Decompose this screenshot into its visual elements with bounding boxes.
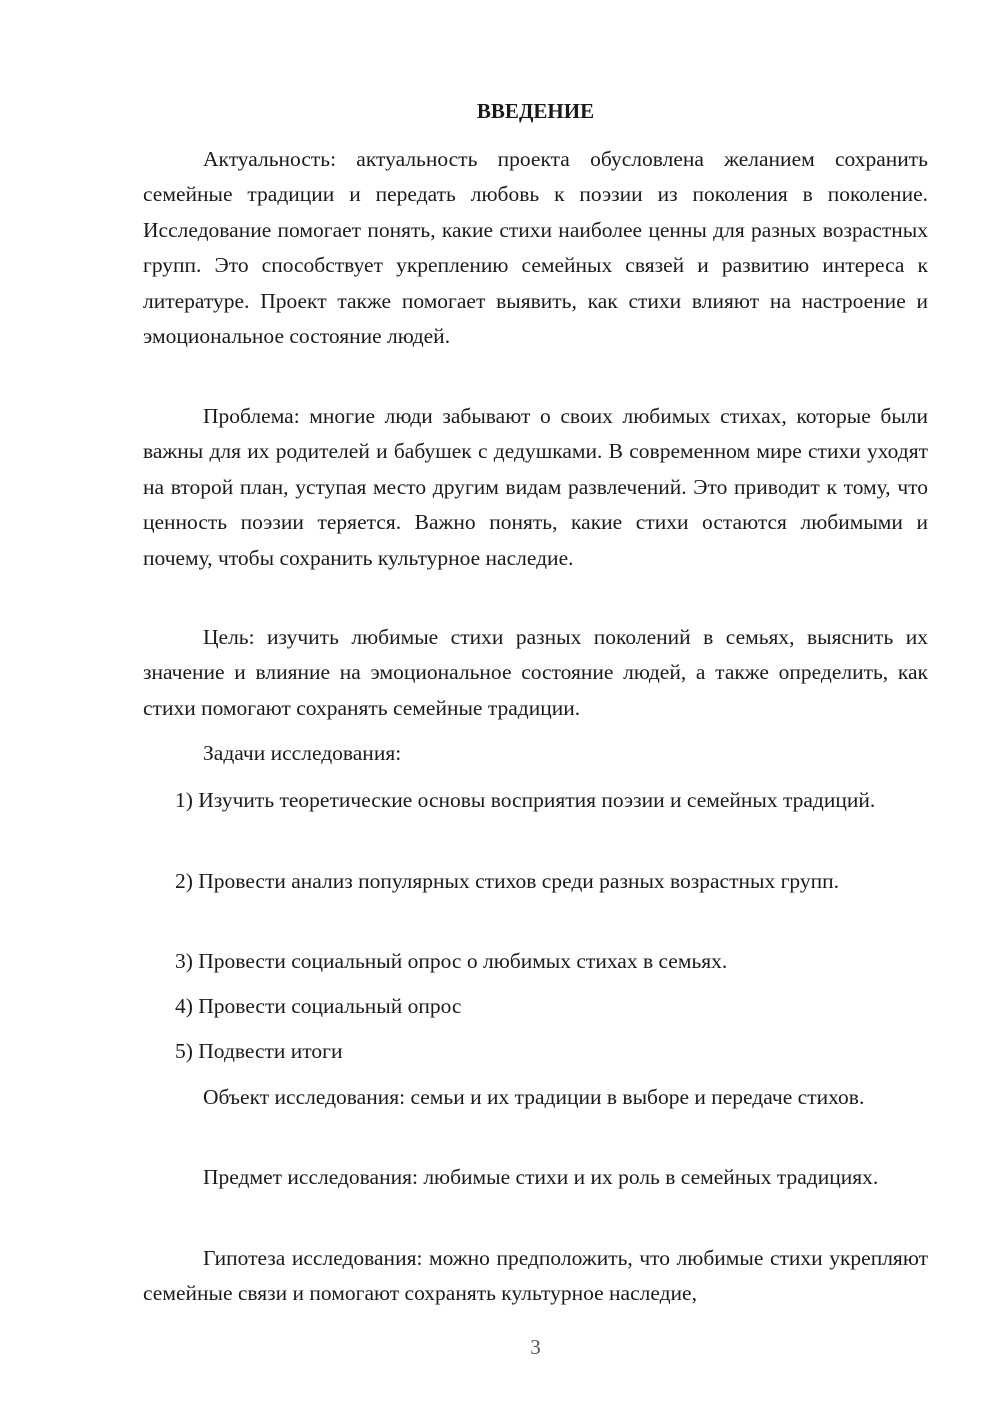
task-item-3: 3) Провести социальный опрос о любимых стихах в семьях.: [175, 949, 728, 973]
page-number: 3: [530, 1335, 541, 1359]
paragraph-object: Объект исследования: семьи и их традиции в выборе и передаче стихов.: [203, 1085, 865, 1109]
paragraph-problem: Проблема: многие люди забывают о своих любимых стихах, которые были важны для их родителей и бабушек с дедушками. В современном мире стихи уходят на второй план, уступая место другим видам развлечений. Это приводит к тому, что ценность поэзии теряется. Важно понять, какие стихи остаются любимыми и почему, чтобы сохранить культурное наследие.: [143, 404, 928, 570]
task-item-1: 1) Изучить теоретические основы восприятия поэзии и семейных традиций.: [175, 788, 876, 812]
task-item-2: 2) Провести анализ популярных стихов среди разных возрастных групп.: [175, 869, 839, 893]
paragraph-hypothesis: Гипотеза исследования: можно предположить, что любимые стихи укрепляют семейные связи и помогают сохранять культурное наследие,: [143, 1246, 928, 1306]
tasks-title: Задачи исследования:: [203, 741, 402, 765]
paragraph-subject: Предмет исследования: любимые стихи и их роль в семейных традициях.: [203, 1165, 879, 1189]
section-heading: ВВЕДЕНИЕ: [476, 99, 595, 123]
task-item-4: 4) Провести социальный опрос: [175, 994, 462, 1018]
paragraph-goal: Цель: изучить любимые стихи разных поколений в семьях, выяснить их значение и влияние на эмоциональное состояние людей, а также определить, как стихи помогают сохранять семейные традиции.: [143, 625, 928, 720]
task-item-5: 5) Подвести итоги: [175, 1039, 343, 1063]
paragraph-relevance: Актуальность: актуальность проекта обусловлена желанием сохранить семейные традиции и передать любовь к поэзии из поколения в поколение. Исследование помогает понять, какие стихи наиболее ценны для разных возрастных групп. Это способствует укреплению семейных связей и развитию интереса к литературе. Проект также помогает выявить, как стихи влияют на настроение и эмоциональное состояние людей.: [143, 147, 928, 349]
